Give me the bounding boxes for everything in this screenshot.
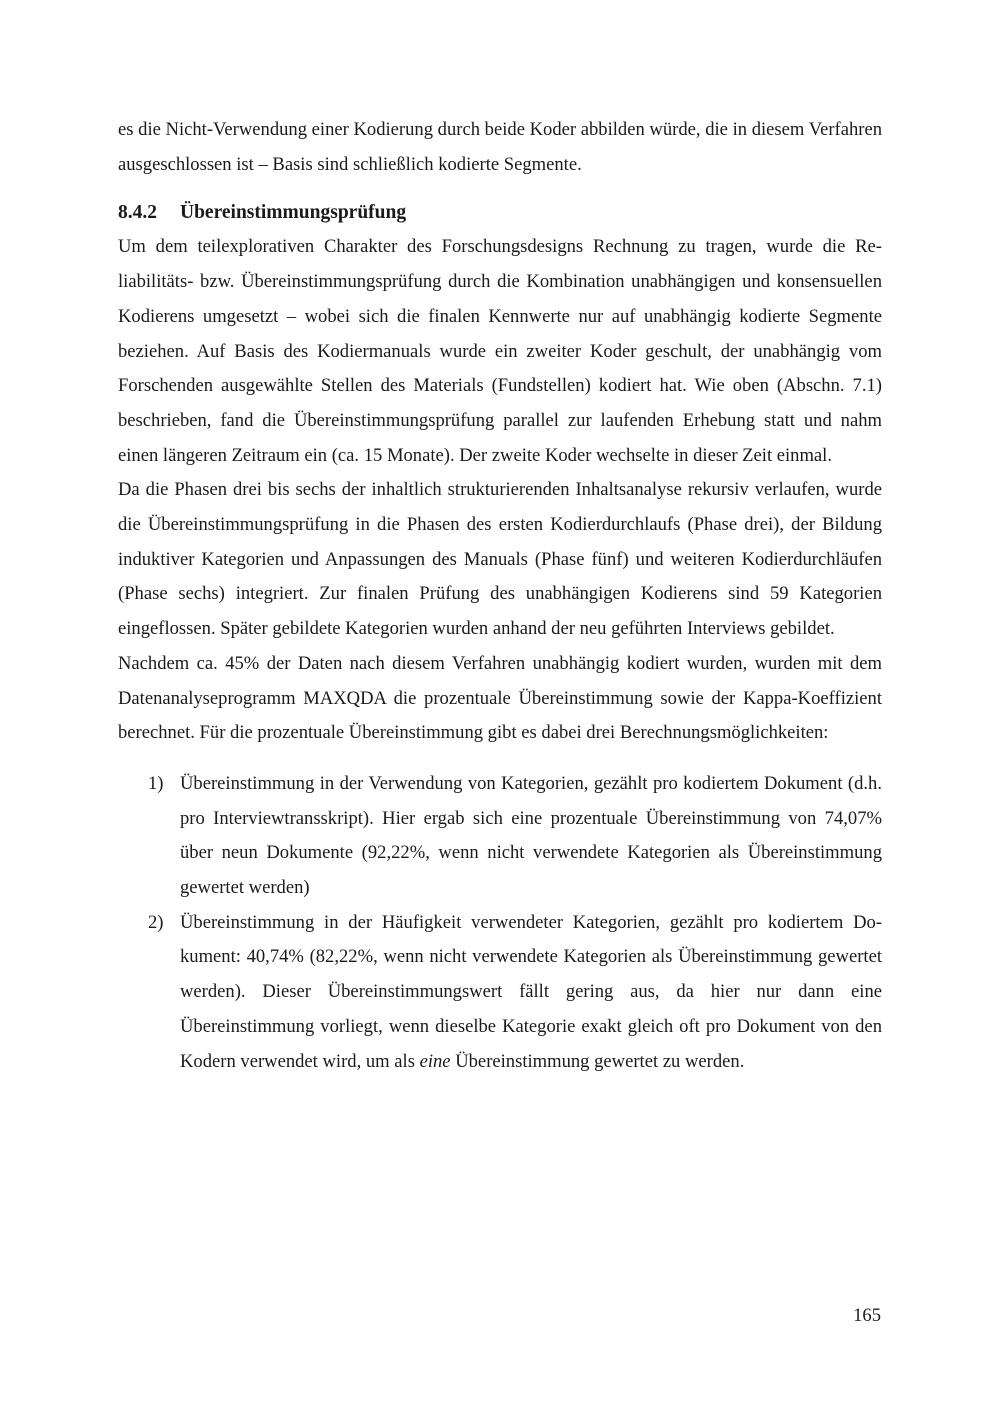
list-item bbox=[118, 767, 882, 906]
list-marker: 2) bbox=[148, 911, 164, 933]
list-marker: 1) bbox=[148, 772, 164, 794]
list-item-text bbox=[180, 906, 882, 1080]
section-number: 8.4.2 bbox=[118, 202, 157, 224]
emphasis-text: eine bbox=[419, 1050, 451, 1072]
paragraph-1: Um dem teilexplorativen Charakter des Forschungsdesigns Rechnung zu tragen, wurde die Reliabilitäts- bzw. Übereinstimmungsprüfung durch die Kombination unabhängigen und konsensuellen Kodierens umgesetzt – wobei sich die finalen Kennwerte nur auf unabhängig kodierte Segmente beziehen. Auf Basis des Kodiermanuals wurde ein zweiter Koder geschult, der unabhängig vom Forschenden ausgewählte Stellen des Materials (Fundstellen) kodiert hat. Wie oben (Abschn. 7.1) beschrieben, fand die Übereinstimmungsprüfung parallel zur laufenden Erhebung statt und nahm einen längeren Zeitraum ein (ca. 15 Monate). Der zweite Koder wechselte in dieser Zeit einmal. bbox=[118, 236, 882, 466]
document-page bbox=[118, 113, 882, 1079]
section-heading bbox=[118, 196, 882, 230]
list-item-text-before: Übereinstimmung in der Häufigkeit verwendeter Kategorien, gezählt pro kodiertem Dokument: 40,74% (82,22%, wenn nicht verwendete Kategorien als Übereinstimmung gewertet werden). Dieser Übereinstimmungswert fällt gering aus, da hier nur dann eine Übereinstimmung vorliegt, wenn dieselbe Kategorie exakt gleich oft pro Dokument von den Kodern verwendet wird, um als bbox=[180, 911, 882, 1072]
numbered-list bbox=[118, 767, 882, 1079]
section-title: Übereinstimmungsprüfung bbox=[180, 202, 407, 224]
list-item-text: Übereinstimmung in der Verwendung von Kategorien, gezählt pro kodiertem Dokument (d.h. pro Interviewtransskript). Hier ergab sich eine prozentuale Übereinstimmung von 74,07% über neun Dokumente (92,22%, wenn nicht verwendete Kategorien als Übereinstimmung gewertet werden) bbox=[180, 772, 882, 899]
list-item bbox=[118, 906, 882, 1080]
page-number: 165 bbox=[853, 1305, 881, 1326]
paragraph-3: Nachdem ca. 45% der Daten nach diesem Verfahren unabhängig kodiert wurden, wurden mit dem Datenanalyseprogramm MAXQDA die prozentuale Übereinstimmung sowie der Kappa-Koeffizient berechnet. Für die prozentuale Übereinstimmung gibt es dabei drei Berechnungsmöglichkeiten: bbox=[118, 652, 882, 744]
paragraph-continuation: es die Nicht-Verwendung einer Kodierung durch beide Koder abbilden würde, die in diesem Verfahren ausgeschlossen ist – Basis sind schließlich kodierte Segmente. bbox=[118, 119, 882, 175]
paragraph-2: Da die Phasen drei bis sechs der inhaltlich strukturierenden Inhaltsanalyse rekursiv verlaufen, wurde die Übereinstimmungsprüfung in die Phasen des ersten Kodierdurchlaufs (Phase drei), der Bildung induktiver Kategorien und Anpassungen des Manuals (Phase fünf) und weiteren Kodierdurchläufen (Phase sechs) integriert. Zur finalen Prüfung des unabhängigen Kodierens sind 59 Kategorien eingeflossen. Später gebildete Kategorien wurden anhand der neu geführten Interviews gebildet. bbox=[118, 479, 882, 640]
list-item-text-after: Übereinstimmung gewertet zu werden. bbox=[450, 1050, 745, 1072]
